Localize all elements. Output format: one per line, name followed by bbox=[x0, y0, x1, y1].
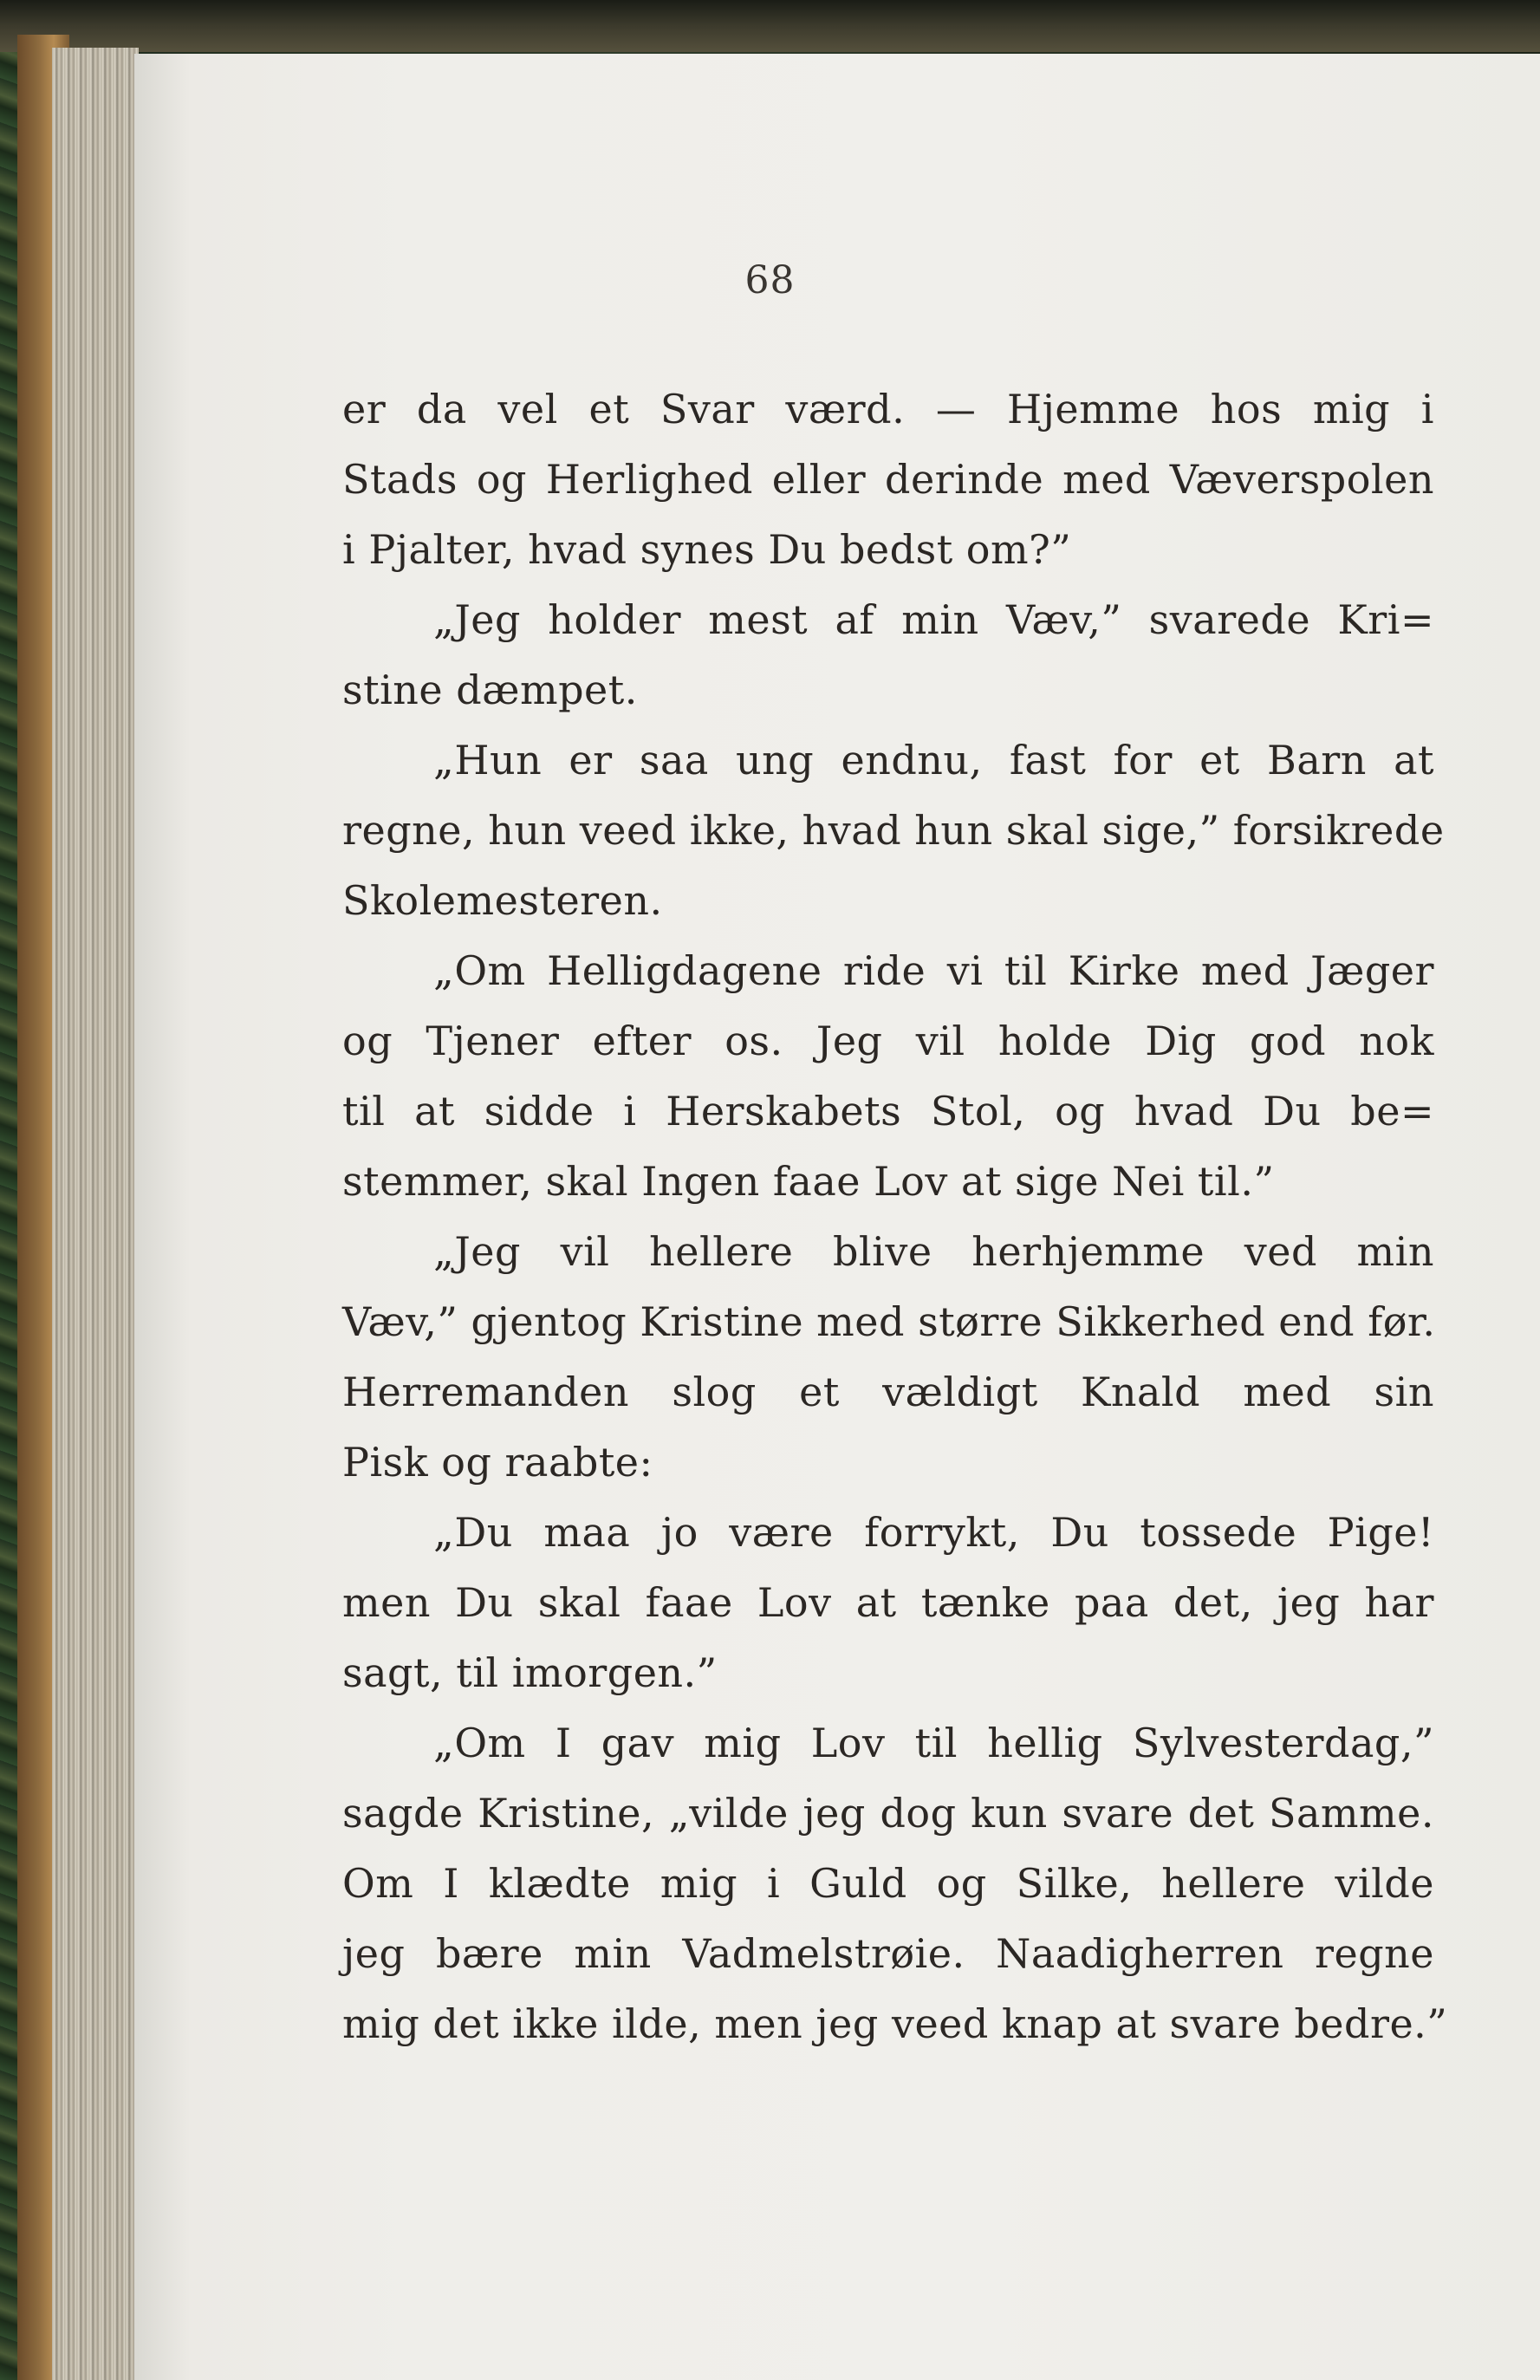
text-line: Stads og Herlighed eller derinde med Væverspolen bbox=[342, 456, 1434, 503]
text-line: „Jeg vil hellere blive herhjemme ved min bbox=[433, 1228, 1434, 1275]
text-line: til at sidde i Herskabets Stol, og hvad Du be= bbox=[342, 1088, 1434, 1135]
page-number: 68 bbox=[744, 258, 796, 302]
text-line: Skolemesteren. bbox=[342, 877, 663, 924]
text-line: „Hun er saa ung endnu, fast for et Barn at bbox=[433, 737, 1434, 784]
text-line: men Du skal faae Lov at tænke paa det, jeg har bbox=[342, 1579, 1434, 1626]
text-line: er da vel et Svar værd. — Hjemme hos mig i bbox=[342, 386, 1434, 432]
text-line: Om I klædte mig i Guld og Silke, hellere vilde bbox=[342, 1860, 1434, 1907]
text-line: sagde Kristine, „vilde jeg dog kun svare det Samme. bbox=[342, 1790, 1434, 1837]
page-body-text bbox=[342, 374, 1448, 2059]
text-line: Herremanden slog et vældigt Knald med sin bbox=[342, 1369, 1434, 1415]
text-line: „Om Helligdagene ride vi til Kirke med Jæger bbox=[433, 947, 1434, 994]
text-line: stemmer, skal Ingen faae Lov at sige Nei til.” bbox=[342, 1158, 1275, 1205]
text-line: mig det ikke ilde, men jeg veed knap at svare bedre.” bbox=[342, 2000, 1448, 2047]
book-top-edge bbox=[0, 0, 1540, 52]
text-line: Pisk og raabte: bbox=[342, 1439, 653, 1486]
text-line: stine dæmpet. bbox=[342, 667, 638, 713]
text-line: „Du maa jo være forrykt, Du tossede Pige! bbox=[433, 1509, 1434, 1556]
text-line: „Om I gav mig Lov til hellig Sylvesterdag,” bbox=[433, 1720, 1434, 1766]
text-line: jeg bære min Vadmelstrøie. Naadigherren regne bbox=[342, 1930, 1434, 1977]
text-line: og Tjener efter os. Jeg vil holde Dig god nok bbox=[342, 1018, 1434, 1064]
page-stack-edge bbox=[52, 48, 139, 2380]
text-line: „Jeg holder mest af min Væv,” svarede Kri= bbox=[433, 596, 1434, 643]
text-line: i Pjalter, hvad synes Du bedst om?” bbox=[342, 526, 1072, 573]
text-line: regne, hun veed ikke, hvad hun skal sige,” forsikrede bbox=[342, 807, 1445, 854]
text-line: Væv,” gjentog Kristine med større Sikkerhed end før. bbox=[342, 1298, 1436, 1345]
text-line: sagt, til imorgen.” bbox=[342, 1649, 718, 1696]
